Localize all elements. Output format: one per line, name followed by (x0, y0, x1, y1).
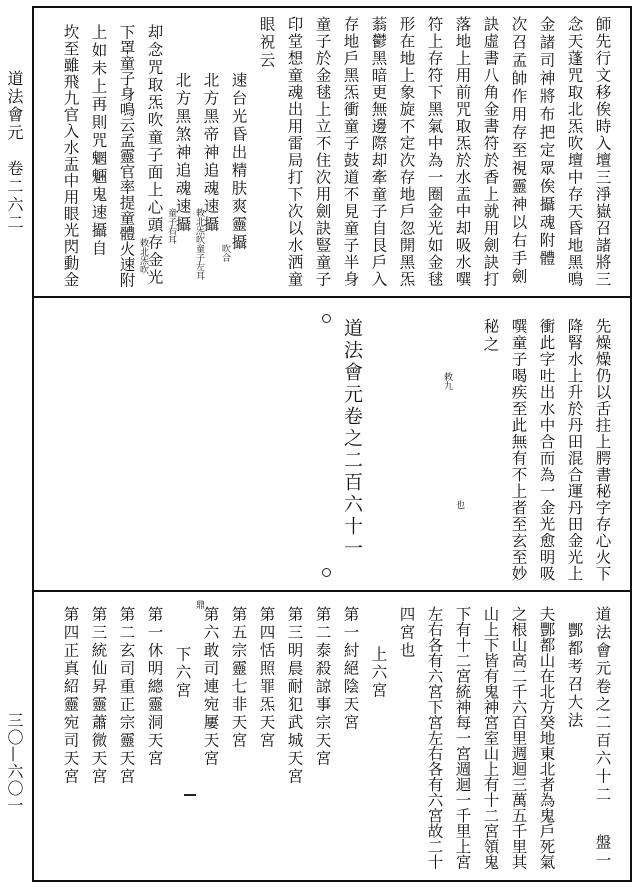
text-column: 北方黑帝神追魂速攝 (201, 72, 220, 234)
volume-marker: 盤一 (593, 834, 612, 870)
section-divider-top (32, 296, 632, 298)
text-column: 下有十二宮統神每一宮週迴一千里上宮 (453, 606, 472, 870)
text-column: 衝此字吐出水中合而為一金光愈明吸 (537, 318, 556, 582)
text-column: 上如未上再則咒魍魎鬼速攝自 (89, 24, 108, 258)
annotation-note: 鼎 (194, 600, 204, 609)
text-column: 師先行文移俟時入壇三淨嶽召諸將三 (593, 16, 612, 288)
text-column: 第二玄司重正宗靈天宮 (117, 606, 136, 786)
annotation-note: 敕九 (442, 372, 452, 390)
annotation-note: 童子右耳 (166, 208, 176, 244)
text-column: 第六敢司連宛屢天宮 (201, 606, 220, 768)
text-column: 下罩童子身鳴云孟靈官率提童體火速附 (117, 24, 136, 288)
text-column: 落地上用前咒取炁於水盂中却吸水噀 (453, 16, 472, 288)
text-column: 訣虛書八角金書符於香上就用劍訣打 (481, 16, 500, 288)
text-column: 念天蓬咒取北炁吹壇中存天昏地黑鳴 (565, 16, 584, 288)
text-column: 第三統仙昇靈蕭微天宮 (89, 606, 108, 786)
annotation-note: 敕北炁吹童子左耳 (194, 208, 204, 280)
text-column: 童子於金毬上立不住次用劍訣豎童子 (313, 16, 332, 288)
text-column: 第四恬照罪炁天宮 (257, 606, 276, 750)
annotation-note: 敕北炁吹 (138, 238, 148, 274)
section-divider-bottom (32, 590, 632, 592)
text-column: 符上存符下黑氣中為一圈金光如金毬 (425, 16, 444, 288)
text-column: 形在地上象旋不定次存地戶忽開黑炁 (397, 16, 416, 288)
text-column: 夫酆都山在北方癸地東北者為鬼戶死氣 (537, 606, 556, 870)
text-column: 印堂想童魂出用雷局打下次以水洒童 (285, 16, 304, 288)
text-panel-top (34, 12, 630, 294)
text-column: 第二泰殺諒事宗天宮 (313, 606, 332, 768)
text-column: 却念咒取炁吹童子面上心頭存金光 (145, 24, 164, 287)
text-column: 降腎水上升於丹田混合運丹田金光上 (565, 318, 584, 582)
annotation-note: 吹合 (220, 244, 230, 262)
text-column: 速台光昏出精肤爽靈攝 (229, 72, 248, 252)
margin-book-title: 道法會元 卷二六二 (5, 70, 24, 232)
text-column: 北方黑煞神追魂速攝 (173, 72, 192, 234)
margin-page-number: 三〇—六〇一 (5, 712, 24, 814)
text-column: 酆都考召大法 (565, 622, 584, 730)
text-column: 蓊鬱黑暗更無邊際却牽童子自艮戶入 (369, 16, 388, 288)
text-column: 第五宗靈七非天宮 (229, 606, 248, 750)
text-column: 秘之 (481, 318, 500, 354)
ink-mark (184, 794, 196, 796)
text-column: 之根山高二千六百里週迴三萬五千里其 (509, 606, 528, 870)
text-column: 噀童子喝疾至此無有不上者至玄至妙 (509, 318, 528, 582)
binding-mark (322, 568, 331, 577)
text-column: 第一休明總靈洞天宮 (145, 606, 164, 768)
annotation-note: 也 (454, 500, 464, 509)
text-panel-middle (34, 300, 630, 588)
section-label: 上六宮 (369, 646, 388, 700)
section-label: 下六宮 (173, 646, 192, 700)
chapter-heading: 道法會元卷之二百六十一 (341, 318, 363, 560)
text-column: 山上下皆有鬼神宮室山上有十二宮領鬼 (481, 606, 500, 870)
text-column: 四宮也 (397, 606, 416, 660)
text-column: 第四正真紹靈宛司天宮 (61, 606, 80, 786)
text-column: 坎至雖飛九官入水盂中用眼光閃動金 (61, 24, 80, 288)
text-column: 金諸司神將布把定眾俟攝魂附體 (537, 16, 556, 268)
binding-mark (322, 314, 331, 323)
text-column: 眼祝云 (257, 16, 276, 70)
text-column: 第三明晨耐犯武城天宮 (285, 606, 304, 786)
text-column: 存地戶黑炁衝童子鼓道不見童子半身 (341, 16, 360, 288)
text-column: 道法會元卷之二百六十二 (593, 606, 612, 804)
text-column: 先燥燥仍以舌拄上腭書秘字存心火下 (593, 318, 612, 582)
text-panel-bottom (34, 594, 630, 880)
text-column: 第一紂絕陰天宮 (341, 606, 360, 732)
text-column: 左右各有六宮下宮左右各有六宮故二十 (425, 606, 444, 870)
text-column: 次召孟帥作用存至視靈神以右手劍 (509, 16, 528, 286)
